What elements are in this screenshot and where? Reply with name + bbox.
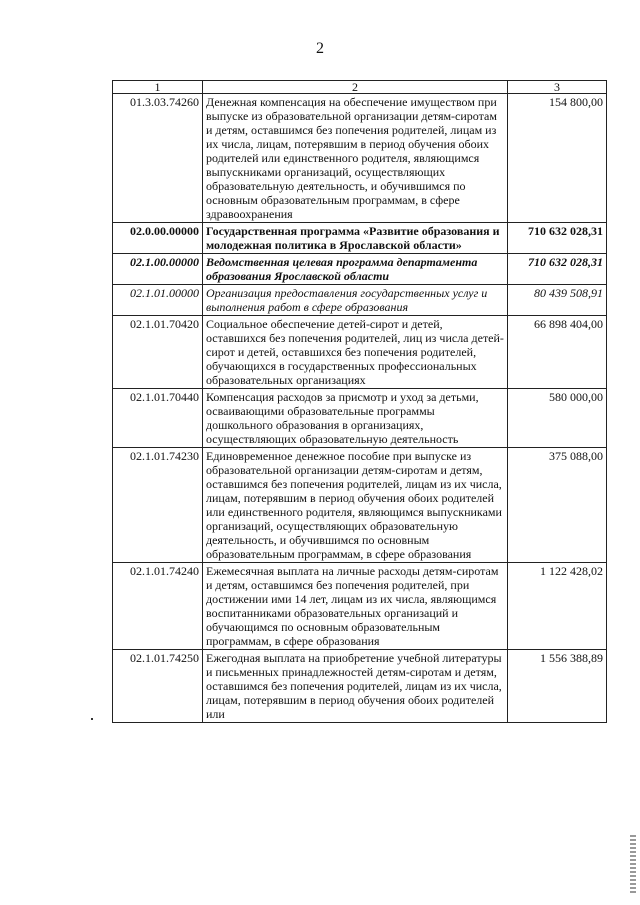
row-code: 02.1.01.74240 [113,563,203,650]
row-description: Ведомственная целевая программа департамента образования Ярославской области [203,254,508,285]
row-description: Государственная программа «Развитие образования и молодежная политика в Ярославской области» [203,223,508,254]
table-row [113,254,607,285]
header-col-1: 1 [113,81,203,94]
row-description: Организация предоставления государственных услуг и выполнения работ в сфере образования [203,285,508,316]
row-description: Компенсация расходов за присмотр и уход за детьми, осваивающими образовательные программы дошкольного образования в организациях, осуществляющих образовательную деятельность [203,389,508,448]
row-amount: 66 898 404,00 [508,316,607,389]
row-amount: 580 000,00 [508,389,607,448]
row-amount: 710 632 028,31 [508,254,607,285]
row-amount: 710 632 028,31 [508,223,607,254]
row-description: Денежная компенсация на обеспечение имуществом при выпуске из образовательной организации детям-сиротам и детям, оставшимся без попечения родителей, лицам из их числа, лицам, потерявшим в период обучения обоих родителей или единственного родителя, являющимся выпускниками организаций, осуществляющих образовательную деятельность, и обучившимся по основным образовательным программам, в сфере здравоохранения [203,94,508,223]
scan-speck [91,718,93,720]
header-col-2: 2 [203,81,508,94]
budget-table [112,80,607,723]
table-row [113,563,607,650]
row-amount: 80 439 508,91 [508,285,607,316]
scan-edge-mark [630,835,636,895]
row-description: Социальное обеспечение детей-сирот и детей, оставшихся без попечения родителей, лиц из числа детей-сирот и детей, оставшихся без попечения родителей, обучающихся в государственных профессиональных образовательных организациях [203,316,508,389]
header-col-3: 3 [508,81,607,94]
table-row [113,448,607,563]
row-code: 01.3.03.74260 [113,94,203,223]
table-row [113,389,607,448]
table-row [113,94,607,223]
table-row [113,285,607,316]
table-row [113,223,607,254]
table-header-row [113,81,607,94]
row-amount: 375 088,00 [508,448,607,563]
row-code: 02.1.01.70440 [113,389,203,448]
row-code: 02.0.00.00000 [113,223,203,254]
row-description: Ежемесячная выплата на личные расходы детям-сиротам и детям, оставшимся без попечения родителей, при достижении ими 14 лет, лицам из их числа, являющимся воспитанниками образовательных организаций и обучающимся по основным образовательным программам, в сфере образования [203,563,508,650]
row-amount: 1 122 428,02 [508,563,607,650]
row-code: 02.1.01.74230 [113,448,203,563]
row-code: 02.1.01.70420 [113,316,203,389]
row-description: Ежегодная выплата на приобретение учебной литературы и письменных принадлежностей детям-сиротам и детям, оставшимся без попечения родителей, лицам из их числа, лицам, потерявшим в период обучения обоих родителей или [203,650,508,723]
row-description: Единовременное денежное пособие при выпуске из образовательной организации детям-сиротам и детям, оставшимся без попечения родителей, лицам из их числа, лицам, потерявшим в период обучения обоих родителей или единственного родителя, являющимся выпускниками организаций, осуществляющих образовательную деятельность, и обучившимся по основным образовательным программам, в сфере образования [203,448,508,563]
row-code: 02.1.01.74250 [113,650,203,723]
row-code: 02.1.00.00000 [113,254,203,285]
row-amount: 154 800,00 [508,94,607,223]
row-amount: 1 556 388,89 [508,650,607,723]
row-code: 02.1.01.00000 [113,285,203,316]
page-number: 2 [316,40,324,57]
table-row [113,650,607,723]
table-row [113,316,607,389]
